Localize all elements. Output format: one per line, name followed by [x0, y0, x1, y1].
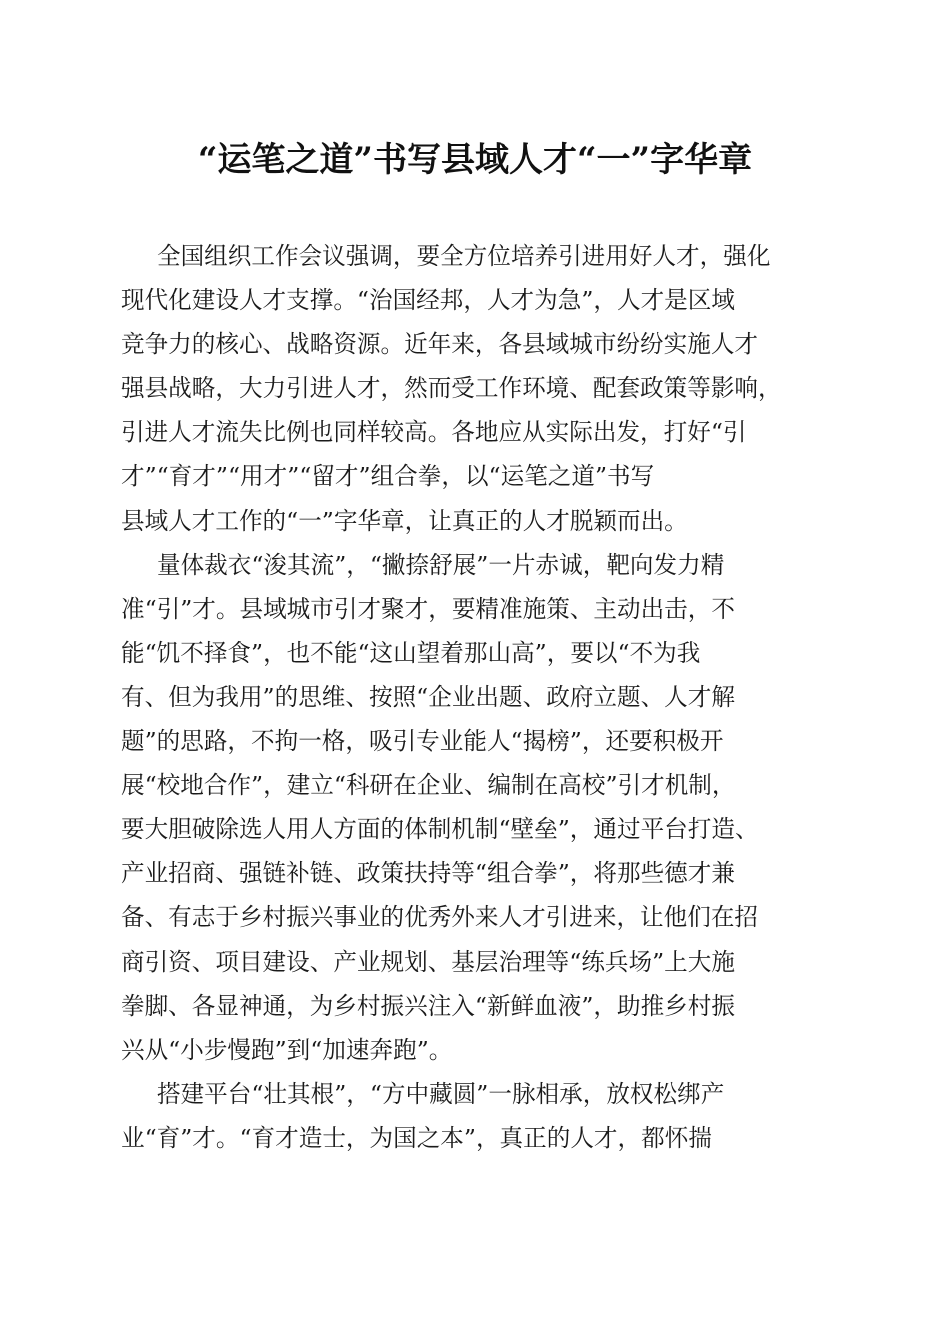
paragraph-2-line-9: 备、有志于乡村振兴事业的优秀外来人才引进来，让他们在招 [121, 903, 759, 932]
document-body [121, 234, 839, 1160]
paragraph-1-line-3: 竞争力的核心、战略资源。近年来，各县域城市纷纷实施人才 [121, 330, 759, 359]
paragraph-2-line-5: 题”的思路，不拘一格，吸引专业能人“揭榜”，还要积极开 [121, 727, 724, 756]
paragraph-2-line-10: 商引资、项目建设、产业规划、基层治理等“练兵场”上大施 [121, 947, 735, 976]
paragraph-1-line-4: 强县战略，大力引进人才，然而受工作环境、配套政策等影响， [121, 374, 782, 403]
paragraph-3-line-2: 业“育”才。“育才造士，为国之本”，真正的人才，都怀揣 [121, 1123, 712, 1152]
paragraph-1-line-2: 现代化建设人才支撑。“治国经邦，人才为急”，人才是区域 [121, 286, 735, 315]
paragraph-2-line-4: 有、但为我用”的思维、按照“企业出题、政府立题、人才解 [121, 682, 735, 711]
paragraph-2-line-7: 要大胆破除选人用人方面的体制机制“壁垒”，通过平台打造、 [121, 815, 759, 844]
paragraph-1-line-7: 县域人才工作的“一”字华章，让真正的人才脱颖而出。 [121, 506, 688, 535]
paragraph-2-line-2: 准“引”才。县域城市引才聚才，要精准施策、主动出击，不 [121, 594, 735, 623]
paragraph-2-line-12: 兴从“小步慢跑”到“加速奔跑”。 [121, 1035, 453, 1064]
paragraph-2-line-1: 量体裁衣“浚其流”，“撇捺舒展”一片赤诚，靶向发力精 [157, 550, 725, 579]
paragraph-2-line-6: 展“校地合作”，建立“科研在企业、编制在高校”引才机制， [121, 771, 736, 800]
paragraph-1-line-5: 引进人才流失比例也同样较高。各地应从实际出发，打好“引 [121, 418, 747, 447]
paragraph-2-line-3: 能“饥不择食”，也不能“这山望着那山高”，要以“不为我 [121, 638, 701, 667]
document-title: “运笔之道”书写县域人才“一”字华章 [197, 140, 753, 180]
paragraph-2-line-11: 拳脚、各显神通，为乡村振兴注入“新鲜血液”，助推乡村振 [121, 991, 735, 1020]
paragraph-1-line-1: 全国组织工作会议强调，要全方位培养引进用好人才，强化 [157, 242, 771, 270]
paragraph-1-line-6: 才”“育才”“用才”“留才”组合拳，以“运笔之道”书写 [121, 462, 655, 491]
paragraph-3-line-1: 搭建平台“壮其根”，“方中藏圆”一脉相承，放权松绑产 [157, 1079, 725, 1108]
paragraph-2-line-8: 产业招商、强链补链、政策扶持等“组合拳”，将那些德才兼 [121, 859, 735, 888]
